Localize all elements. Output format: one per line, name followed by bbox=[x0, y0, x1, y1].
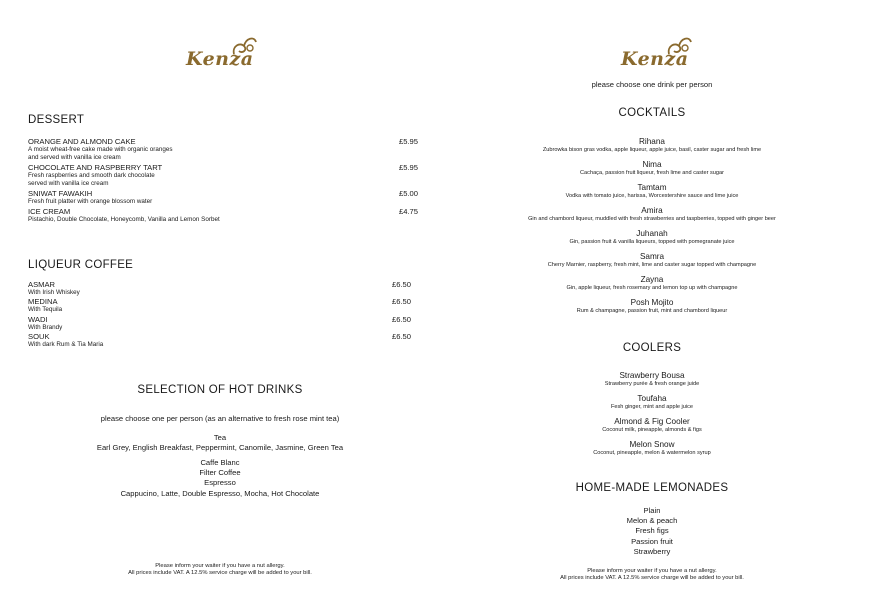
footer-right: Please inform your waiter if you have a nut allergy. All prices include VAT. A 12.5% service charge will be added to your bill. bbox=[560, 568, 744, 582]
liqueur-title: LIQUEUR COFFEE bbox=[28, 259, 134, 271]
liqueur-item: MEDINA With Tequila £6.50 bbox=[28, 297, 411, 313]
price: £5.95 bbox=[398, 163, 418, 172]
dessert-item: CHOCOLATE AND RASPBERRY TART Fresh raspberries and smooth dark chocolate served with vanilla ice cream £5.95 bbox=[28, 163, 418, 187]
price: £6.50 bbox=[391, 280, 411, 289]
tea-label: Tea bbox=[213, 433, 227, 442]
logo-right bbox=[621, 34, 701, 74]
price: £6.50 bbox=[391, 315, 411, 324]
logo-left bbox=[186, 34, 266, 74]
cooler-item: Melon Snow Coconut, pineapple, melon & watermelon syrup bbox=[593, 440, 711, 456]
liqueur-item: SOUK With dark Rum & Tia Maria £6.50 bbox=[28, 332, 411, 348]
cocktail-item: Tamtam Vodka with tomato juice, harissa, Worcestershire sauce and lime juice bbox=[565, 183, 739, 199]
logo-swirl-icon bbox=[230, 34, 260, 60]
cocktail-item: Rihana Zubrowka bison gras vodka, apple liqueur, apple juice, basil, caster sugar and fresh lime bbox=[542, 137, 762, 153]
liqueur-item: ASMAR With Irish Whiskey £6.50 bbox=[28, 280, 411, 296]
cooler-item: Almond & Fig Cooler Coconut milk, pineapple, almonds & figs bbox=[602, 417, 702, 433]
lemonades-title: HOME-MADE LEMONADES bbox=[575, 482, 729, 494]
cocktail-item: Zayna Gin, apple liqueur, fresh rosemary and lemon top up with champagne bbox=[566, 275, 738, 291]
hot-drinks-note: please choose one per person (as an alternative to fresh rose mint tea) bbox=[100, 414, 340, 423]
price: £5.95 bbox=[398, 137, 418, 146]
hot-drinks-title: SELECTION OF HOT DRINKS bbox=[137, 384, 303, 396]
cooler-item: Toufaha Fesh ginger, mint and apple juice bbox=[610, 394, 694, 410]
footer-left: Please inform your waiter if you have a nut allergy. All prices include VAT. A 12.5% service charge will be added to your bill. bbox=[128, 563, 312, 577]
cocktail-item: Posh Mojito Rum & champagne, passion fruit, mint and chambord liqueur bbox=[576, 298, 728, 314]
cocktail-item: Amira Gin and chambord liqueur, muddled with fresh strawberries and taspberries, topped with ginger beer bbox=[528, 206, 776, 222]
lemonade-list: Plain Melon & peach Fresh figs Passion fruit Strawberry bbox=[626, 506, 678, 556]
price: £6.50 bbox=[391, 332, 411, 341]
coolers-title: COOLERS bbox=[622, 342, 682, 354]
price: £5.00 bbox=[398, 189, 418, 198]
liqueur-item: WADI With Brandy £6.50 bbox=[28, 315, 411, 331]
cocktails-title: COCKTAILS bbox=[618, 107, 686, 119]
drinks-intro: please choose one drink per person bbox=[591, 80, 713, 89]
logo-swirl-icon bbox=[665, 34, 695, 60]
cocktail-item: Nima Cachaça, passion fruit liqueur, fresh lime and caster sugar bbox=[580, 160, 724, 176]
hot-drinks-list: Caffe Blanc Filter Coffee Espresso Cappucino, Latte, Double Espresso, Mocha, Hot Chocolate bbox=[120, 458, 320, 498]
cocktail-item: Juhanah Gin, passion fruit & vanilla liqueurs, topped with pomegranate juice bbox=[569, 229, 735, 245]
dessert-title: DESSERT bbox=[28, 114, 85, 126]
cocktail-item: Samra Cherry Marnier, raspberry, fresh mint, lime and caster sugar topped with champagne bbox=[547, 252, 757, 268]
dessert-item: ORANGE AND ALMOND CAKE A moist wheat-free cake made with organic oranges and served with vanilla ice cream £5.95 bbox=[28, 137, 418, 161]
logo-text: Kenza bbox=[186, 48, 254, 70]
dessert-item: ICE CREAM Pistachio, Double Chocolate, Honeycomb, Vanilla and Lemon Sorbet £4.75 bbox=[28, 207, 418, 223]
price: £6.50 bbox=[391, 297, 411, 306]
logo-text: Kenza bbox=[621, 48, 689, 70]
tea-list: Earl Grey, English Breakfast, Peppermint, Canomile, Jasmine, Green Tea bbox=[96, 443, 344, 452]
dessert-item: SNIWAT FAWAKIH Fresh fruit platter with orange blossom water £5.00 bbox=[28, 189, 418, 205]
price: £4.75 bbox=[398, 207, 418, 216]
cooler-item: Strawberry Bousa Strawberry purée & fresh orange juide bbox=[604, 371, 700, 387]
